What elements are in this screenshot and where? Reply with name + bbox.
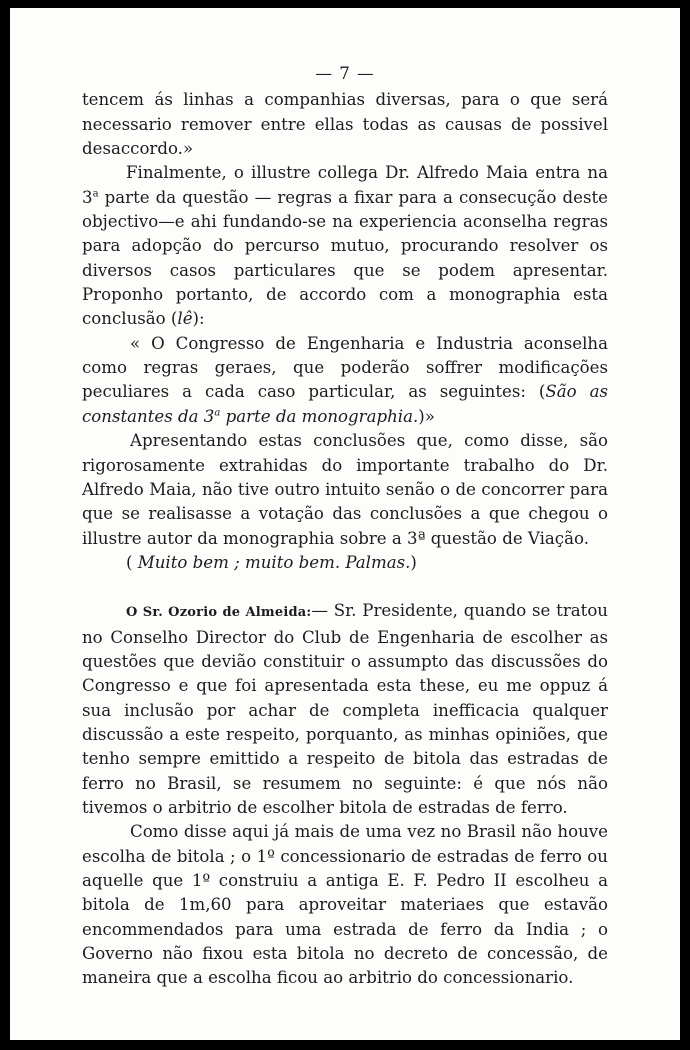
section-gap xyxy=(82,575,608,599)
paragraph-5-applause xyxy=(82,551,608,575)
paragraph-1: tencem ás linhas a companhias diversas, para o que será necessario remover entre ellas todas as causas de possivel desaccordo.» xyxy=(82,90,608,159)
paragraph-2-text-c: ): xyxy=(192,309,205,329)
page-number: — 7 — xyxy=(315,64,375,83)
speech-text: — Sr. Presidente, quando se tratou no Conselho Director do Club de Engenharia de escolher as questões que devião constituir o assumpto das discussões do Congresso e que foi apresentada esta these, eu me oppuz á sua inclusão por achar de completa inefficacia qualquer discussão a este respeito, porquanto, as minhas opiniões, que tenho sempre emittido a respeito de bitola das estradas de ferro no Brasil, se resumem no seguinte: é que nós não tivemos o arbitrio de escolher bitola de estradas de ferro. xyxy=(82,601,608,817)
quote-close: )» xyxy=(418,406,435,426)
book-page xyxy=(10,8,680,1040)
quote-italic-1: São as constantes da 3 xyxy=(82,382,609,426)
applause-text: Muito bem ; muito bem. Palmas. xyxy=(137,552,411,572)
speaker-name: O Sr. Ozorio de Almeida: xyxy=(126,605,312,621)
paragraph-2 xyxy=(82,161,608,331)
paragraph-2-text-a: Finalmente, o illustre collega Dr. Alfredo Maia entra na 3 xyxy=(82,163,608,207)
page-content xyxy=(82,62,608,991)
ordinal-marker: a xyxy=(214,407,221,419)
stage-direction-le: lê xyxy=(177,309,193,329)
quote-italic-2: parte da monographia. xyxy=(220,406,419,426)
applause-close: ) xyxy=(410,552,417,572)
paragraph-3-quote xyxy=(82,332,608,429)
paragraph-6 xyxy=(82,599,608,820)
paragraph-7: Como disse aqui já mais de uma vez no Brasil não houve escolha de bitola ; o 1º concessionario de estradas de ferro ou aquelle que 1º construiu a antiga E. F. Pedro II escolheu a bitola de 1m,60 para aproveitar materiaes que estavão encommendados para uma estrada de ferro da India ; o Governo não fixou esta bitola no decreto de concessão, de maneira que a escolha ficou ao arbitrio do concessionario. xyxy=(82,822,608,988)
paragraph-4: Apresentando estas conclusões que, como disse, são rigorosamente extrahidas do importante trabalho do Dr. Alfredo Maia, não tive outro intuito senão o de concorrer para que se realisasse a votação das conclusões a que chegou o illustre autor da monographia sobre a 3ª questão de Viação. xyxy=(82,431,608,548)
quote-text: « O Congresso de Engenharia e Industria aconselha como regras geraes, que poderão soffrer modificações peculiares a cada caso particular, as seguintes: ( xyxy=(82,333,608,402)
ordinal-marker: a xyxy=(92,188,99,200)
applause-open: ( xyxy=(126,552,138,572)
paragraph-2-text-b: parte da questão — regras a fixar para a consecução deste objectivo—e ahi fundando-se na experiencia aconselha regras para adopção do percurso mutuo, procurando resolver os diversos casos particulares que se podem apresentar. Proponho portanto, de accordo com a monographia esta conclusão ( xyxy=(82,187,608,329)
